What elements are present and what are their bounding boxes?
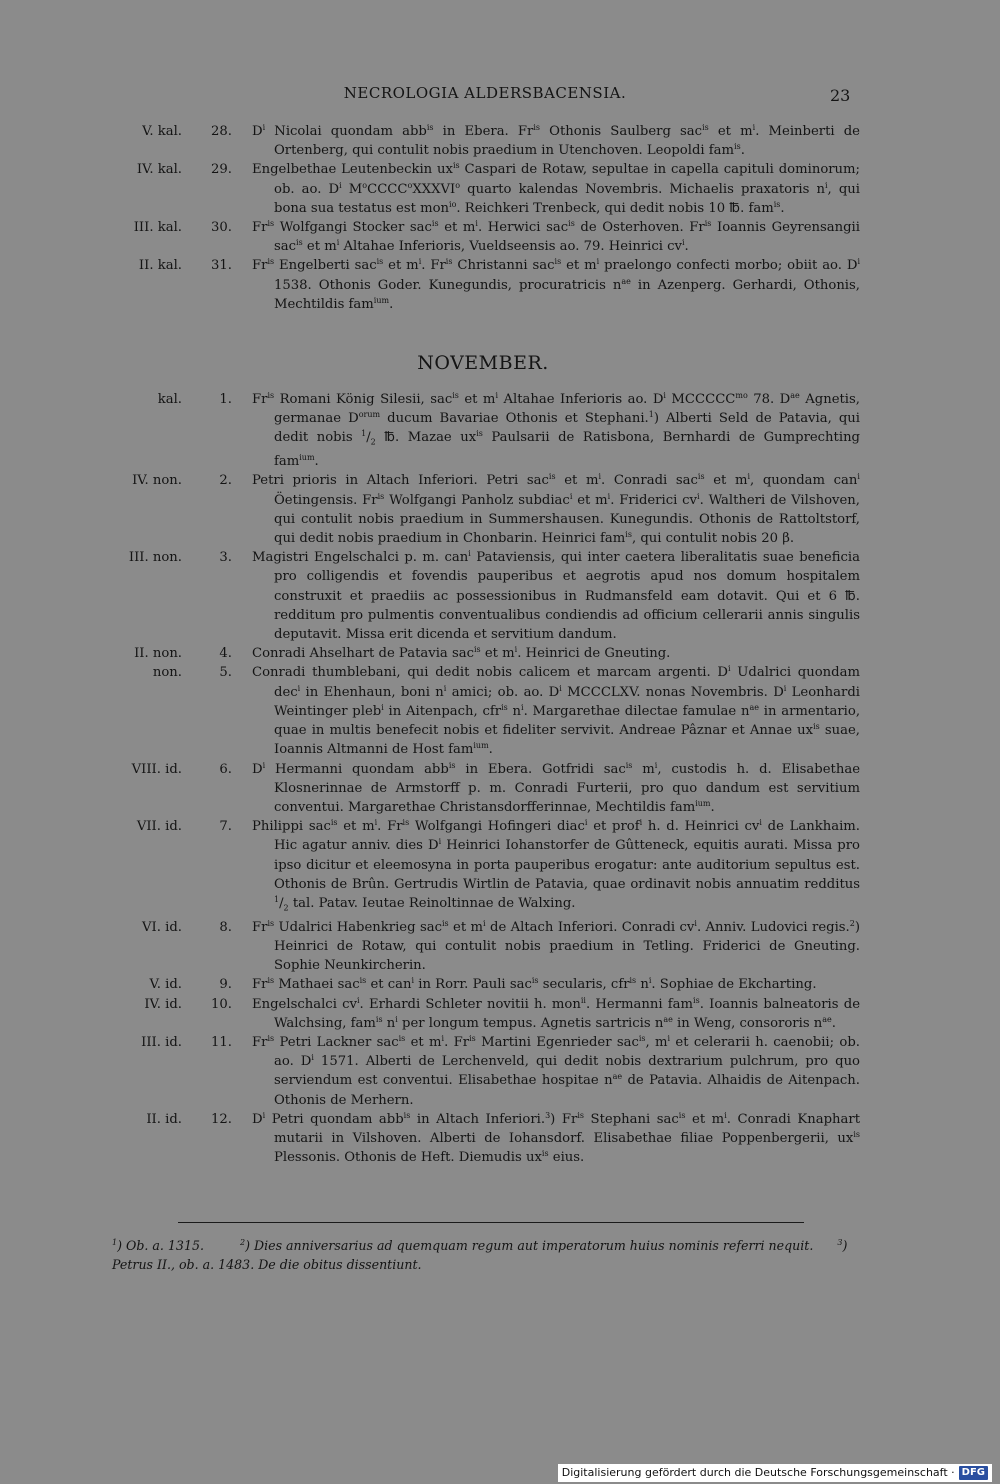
day-number: 3. <box>219 550 232 566</box>
day-number: 2. <box>219 473 232 489</box>
day-number: 11. <box>211 1034 232 1050</box>
november-entries <box>100 390 860 1167</box>
month-heading: NOVEMBER. <box>417 352 549 374</box>
necrology-entry <box>100 975 860 994</box>
necrology-entry <box>100 995 860 1033</box>
entry-text: $D^i$ Petri quondam abb$^{is}$ in Altach Inferiori.$^3$) $Fr^{is}$ Stephani sac$^{is}$ et $m^i$. Conradi Knaphart mutarii in Vilshoven. Alberti de Iohansdorf. Elisabethae filiae Poppenbergerii, $ux^{is}$ Plessonis. Othonis de Heft. Diemudis $ux^{is}$ eius. <box>252 1110 861 1166</box>
day-label: V. kal. <box>142 124 182 139</box>
entry-text: Petri prioris in Altach Inferiori. Petri sac$^{is}$ et $m^i$. Conradi sac$^{is}$ et $m^i$, quondam can$^i$ Öetingensis. $Fr^{is}$ Wolfgangi Panholz subdiac$^i$ et $m^i$. Friderici $cv^i$. Waltheri de Vilshoven, qui contulit nobis praedium in Summershausen. Kunegundis. Othonis de Rattoltstorf, qui dedit nobis praedium in Chonbarin. Heinrici fam$^{is}$, qui contulit nobis 20 β. <box>252 472 860 547</box>
footnotes: $^1$) Ob. a. 1315. $^2$) Dies anniversarius ad quemquam regum aut imperatorum huius nominis referri nequit. $^3$) Petrus II., ob. a. 1483. De die obitus dissentiunt. <box>112 1238 848 1272</box>
entry-text: Magistri Engelschalci p. m. can$^i$ Pataviensis, qui inter caetera liberalitatis suae beneficia pro colligendis et fovendis pauperibus et aegrotis apud nos domum hospitalem construxit et praediis ac possessionibus in Rudmansfeld eam dotavit. Qui et 6 ℔. redditum pro pulmentis conventualibus condiendis ad officium cellerarii annis singulis deputavit. Missa erit dicenda et servitium dandum. <box>252 549 860 643</box>
necrology-entry <box>100 256 860 314</box>
day-label: II. id. <box>146 1111 182 1127</box>
necrology-entry <box>100 160 860 218</box>
day-number: 28. <box>211 124 232 139</box>
day-number: 6. <box>219 761 232 777</box>
necrology-entry <box>100 390 860 471</box>
day-number: 29. <box>211 162 232 178</box>
entry-text: Conradi thumblebani, qui dedit nobis calicem et marcam argenti. $D^i$ Udalrici quondam dec$^i$ in Ehenhaun, boni $n^i$ amici; ob. ao. $D^i$ MCCCLXV. nonas Novembris. $D^i$ Leonhardi Weintinger pleb$^i$ in Aitenpach, cfr$^{is}$ $n^i$. Margarethae dilectae famulae $n^{ae}$ in armentario, quae in multis benefecit nobis et fideliter servivit. Andreae Pâznar et Annae $ux^{is}$ suae, Ioannis Altmanni de Host fam$^{ium}$. <box>252 664 861 758</box>
entry-text: $Fr^{is}$ Mathaei sac$^{is}$ et can$^i$ in Rorr. Pauli sac$^{is}$ secularis, cfr$^{is}$ $n^i$. Sophiae de Ekcharting. <box>252 976 817 993</box>
necrology-entry <box>100 644 860 663</box>
entry-text: $D^i$ Nicolai quondam abb$^{is}$ in Ebera. $Fr^{is}$ Othonis Saulberg sac$^{is}$ et $m^i$. Meinberti de Ortenberg, qui contulit nobis praedium in Utenchoven. Leopoldi fam$^{is}$. <box>252 123 860 159</box>
entry-text: $D^i$ Hermanni quondam abb$^{is}$ in Ebera. Gotfridi sac$^{is}$ $m^i$, custodis h. d. Elisabethae Klosnerinnae de Armstorff p. m. Conradi Furterii, pro quo dandum est servitium conventui. Margarethae Christansdorfferinnae, Mechtildis fam$^{ium}$. <box>252 760 860 815</box>
necrology-entry <box>100 471 860 548</box>
entry-text: $Fr^{is}$ Engelberti sac$^{is}$ et $m^i$. $Fr^{is}$ Christanni sac$^{is}$ et $m^i$ praelongo confecti morbo; obiit ao. $D^i$ 1538. Othonis Goder. Kunegundis, procuratricis $n^{ae}$ in Azenperg. Gerhardi, Othonis, Mechtildis fam$^{ium}$. <box>252 257 860 312</box>
day-number: 10. <box>211 996 232 1012</box>
necrology-entry <box>100 760 860 818</box>
footer-text: Digitalisierung gefördert durch die Deutsche Forschungsgemeinschaft · <box>561 1466 955 1479</box>
entry-text: $Fr^{is}$ Wolfgangi Stocker sac$^{is}$ et $m^i$. Herwici sac$^{is}$ de Osterhoven. $Fr^{is}$ Ioannis Geyrensangii sac$^{is}$ et $m^i$ Altahae Inferioris, Vueldseensis ao. 79. Heinrici $cv^i$. <box>252 219 860 255</box>
entry-text: $Fr^{is}$ Romani König Silesii, sac$^{is}$ et $m^i$ Altahae Inferioris ao. $D^i$ $MCCCCC^{mo}$ 78. $D^{ae}$ Agnetis, germanae $D^{orum}$ ducum Bavariae Othonis et Stephani.$^1$) Alberti Seld de Patavia, qui dedit nobis $^1/_2$ ℔. Mazae $ux^{is}$ Paulsarii de Ratisbona, Bernhardi de Gumprechting fam$^{ium}$. <box>252 391 861 470</box>
entry-text: Conradi Ahselhart de Patavia sac$^{is}$ et $m^i$. Heinrici de Gneuting. <box>252 645 671 662</box>
day-label: V. id. <box>149 977 182 993</box>
day-number: 1. <box>219 392 232 407</box>
day-number: 5. <box>219 665 232 681</box>
day-label: VII. id. <box>136 819 182 835</box>
day-label: III. id. <box>141 1034 182 1050</box>
entry-text: Philippi sac$^{is}$ et $m^i$. $Fr^{is}$ Wolfgangi Hofingeri diac$^i$ et prof$^i$ h. d. Heinrici $cv^i$ de Lankhaim. Hic agatur anniv. dies $D^i$ Heinrici Iohanstorfer de Gûtteneck, equitis aurati. Missa pro ipso dicitur et eleemosyna in porta pauperibus erogatur: ante auditorium sepultus est. Othonis de Brûn. Gertrudis Wirtlin de Patavia, quae ordinavit nobis annuatim redditus $^1/_2$ tal. Patav. Ieutae Reinoltinnae de Walxing. <box>252 818 860 913</box>
entry-text: Engelbethae Leutenbeckin $ux^{is}$ Caspari de Rotaw, sepultae in capella capituli dominorum; ob. ao. $D^i$ $M^oCCCC^oXXXVI^o$ quarto kalendas Novembris. Michaelis praxatoris $n^i$, qui bona sua testatus est mon$^{io}$. Reichkeri Trenbeck, qui dedit nobis 10 ℔. fam$^{is}$. <box>252 161 860 216</box>
necrology-entry <box>100 122 860 160</box>
day-number: 7. <box>219 819 232 835</box>
dfg-footer <box>558 1464 992 1482</box>
day-label: kal. <box>157 392 182 407</box>
necrology-entry <box>100 1110 860 1168</box>
day-label: non. <box>152 665 182 681</box>
running-title: NECROLOGIA ALDERSBACENSIA. <box>343 84 627 102</box>
day-number: 30. <box>211 220 232 236</box>
day-label: III. non. <box>128 550 182 566</box>
necrology-entry <box>100 817 860 918</box>
day-number: 8. <box>219 919 232 935</box>
entry-text: $Fr^{is}$ Udalrici Habenkrieg sac$^{is}$ et $m^i$ de Altach Inferiori. Conradi $cv^i$. Anniv. Ludovici regis.$^2$) Heinrici de Rotaw, qui contulit nobis praedium in Tetling. Friderici de Gneuting. Sophie Neunkircherin. <box>252 918 860 974</box>
necrology-entry <box>100 548 860 644</box>
footnote-rule <box>178 1222 804 1223</box>
page-number: 23 <box>830 86 851 105</box>
day-label: IV. id. <box>144 996 182 1012</box>
necrology-entry <box>100 1033 860 1110</box>
page-header <box>0 84 1000 108</box>
day-label: IV. kal. <box>136 162 182 178</box>
day-number: 9. <box>219 977 232 993</box>
entry-text: $Fr^{is}$ Petri Lackner sac$^{is}$ et $m^i$. $Fr^{is}$ Martini Egenrieder sac$^{is}$, $m^i$ et celerarii h. caenobii; ob. ao. $D^i$ 1571. Alberti de Lerchenveld, qui dedit nobis dextrarium pulchrum, pro quo serviendum est conventui. Elisabethae hospitae $n^{ae}$ de Patavia. Alhaidis de Aitenpach. Othonis de Merhern. <box>252 1033 860 1108</box>
day-label: II. non. <box>134 646 182 662</box>
day-label: III. kal. <box>133 220 182 236</box>
october-entries <box>100 122 860 314</box>
day-number: 12. <box>211 1111 232 1127</box>
day-label: VI. id. <box>142 919 182 935</box>
necrology-entry <box>100 218 860 256</box>
day-label: II. kal. <box>138 258 182 274</box>
day-label: VIII. id. <box>131 761 182 777</box>
entry-text: Engelschalci $cv^i$. Erhardi Schleter novitii h. mon$^{ii}$. Hermanni fam$^{is}$. Ioannis balneatoris de Walchsing, fam$^{is}$ $n^i$ per longum tempus. Agnetis sartricis $n^{ae}$ in Weng, consororis $n^{ae}$. <box>252 995 860 1031</box>
day-number: 31. <box>211 258 232 274</box>
dfg-logo-icon: DFG <box>959 1466 988 1480</box>
day-number: 4. <box>219 646 232 662</box>
day-label: IV. non. <box>132 473 182 489</box>
necrology-entry <box>100 663 860 759</box>
necrology-entry <box>100 918 860 976</box>
